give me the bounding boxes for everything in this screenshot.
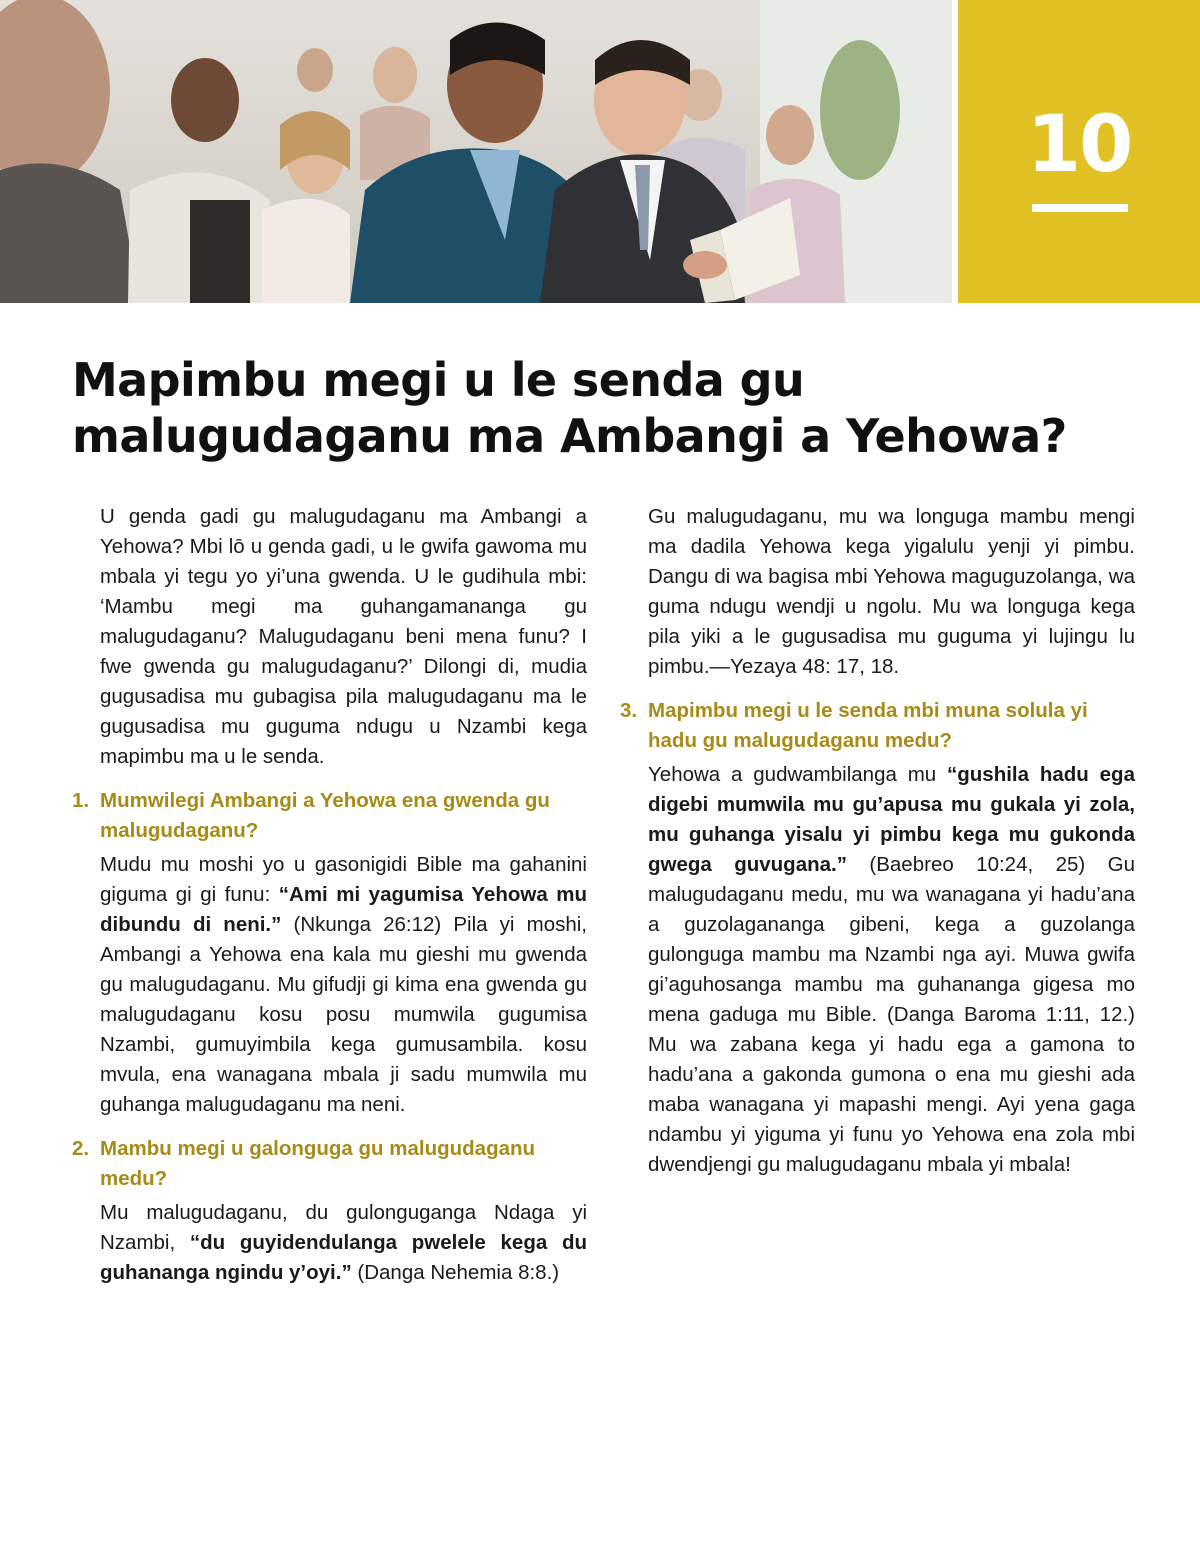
- lesson-badge: [958, 0, 1200, 303]
- lesson-number-underline: [1032, 204, 1128, 212]
- section-1-text-a: Mudu mu moshi yo u gasonigidi Bible ma gahanini giguma gi gi funu:: [100, 853, 587, 906]
- section-1-question-text: Mumwilegi Ambangi a Yehowa ena gwenda gu malugudaganu?: [100, 789, 550, 842]
- section-2-number: 2.: [72, 1137, 90, 1160]
- section-3-number: 3.: [620, 699, 638, 722]
- photo-illustration: [0, 0, 952, 303]
- section-3-body: [648, 760, 1135, 1180]
- section-3-text-b: (Baebreo 10:24, 25) Gu malugudaganu medu, mu wa wanagana yi hadu’ana a guzolagananga gibeni, kega a guzolanga gulonguga mambu ma Nzambi nga ayi. Muwa gwifa gi’aguhosanga mambu ma guhananga gigesa mo mena gaduga mu Bible. (Danga Baroma 1:11, 12.) Mu wa zabana kega yi hadu ega a gamona to hadu’ana a gakonda gumona o ena mu gieshi ada maba wanagana yi mapashi mengi. Ayi yena gaga ndambu yi yiguma yi funu yo Yehowa ena zola mbi dwendjengi gu malugudaganu mbala yi mbala!: [648, 853, 1135, 1176]
- section-3-text-a: Yehowa a gudwambilanga mu: [648, 763, 948, 786]
- section-1-question: [72, 786, 587, 846]
- section-1-body: [100, 850, 587, 1120]
- section-1-text-b: (Nkunga 26:12) Pila yi moshi, Ambangi a Yehowa ena kala mu gieshi mu gwenda gu malugudaganu. Mu gifudji gi kima ena gwenda gu malugudaganu kosu posu mumwila gugumisa Nzambi, gumuyimbila kega gumusambila. kosu mvula, ena wanagana mbala ji sadu mumwila mu guhanga malugudaganu ma neni.: [100, 913, 587, 1116]
- section-3-quote: “gushila hadu ega digebi mumwila mu gu’apusa mu gukala yi zola, mu guhanga yisalu yi pimbu kega mu gukonda gwega guvugana.”: [648, 763, 1135, 876]
- page-title: Mapimbu megi u le senda gu malugudaganu ma Ambangi a Yehowa?: [72, 353, 1067, 463]
- section-2-text-a: Mu malugudaganu, du gulonguganga Ndaga yi Nzambi,: [100, 1201, 587, 1254]
- section-2-text-b: (Danga Nehemia 8:8.): [351, 1261, 560, 1284]
- section-2-body-continued: Gu malugudaganu, mu wa longuga mambu mengi ma dadila Yehowa kega yigalulu yenji yi pimbu. Dangu di wa bagisa mbi Yehowa maguguzolanga, wa guma ndugu wendji u ngolu. Mu wa longuga kega pila yiki a le gugusadisa mu guguma yi lujingu lu pimbu.—Yezaya 48: 17, 18.: [648, 505, 1135, 678]
- intro-paragraph: U genda gadi gu malugudaganu ma Ambangi a Yehowa? Mbi lō u genda gadi, u le gwifa gawoma mu mbala yi tegu yo yi’una gwenda. U le gudihula mbi: ‘Mambu megi ma guhangamananga gu malugudaganu? Malugudaganu beni mena funu? I fwe gwenda gu malugudaganu?’ Dilongi di, mudia gugusadisa mu gubagisa pila malugudaganu ma le gugusadisa mu guguma ndugu u Nzambi kega mapimbu ma u le senda.: [100, 505, 587, 768]
- section-1-quote: “Ami mi yagumisa Yehowa mu dibundu di neni.”: [100, 883, 587, 936]
- left-column: [72, 502, 587, 1302]
- section-2-question: [72, 1134, 587, 1194]
- section-3-question: [620, 696, 1135, 756]
- right-column: [620, 502, 1135, 1194]
- lesson-number: 10: [1026, 100, 1132, 190]
- section-3-question-text: Mapimbu megi u le senda mbi muna solula yi hadu gu malugudaganu medu?: [648, 699, 1088, 752]
- header-photo: [0, 0, 952, 303]
- section-2-body: [100, 1198, 587, 1288]
- section-2-question-text: Mambu megi u galonguga gu malugudaganu medu?: [100, 1137, 536, 1190]
- section-1-number: 1.: [72, 789, 90, 812]
- section-2-quote: “du guyidendulanga pwelele kega du guhananga ngindu y’oyi.”: [100, 1231, 587, 1284]
